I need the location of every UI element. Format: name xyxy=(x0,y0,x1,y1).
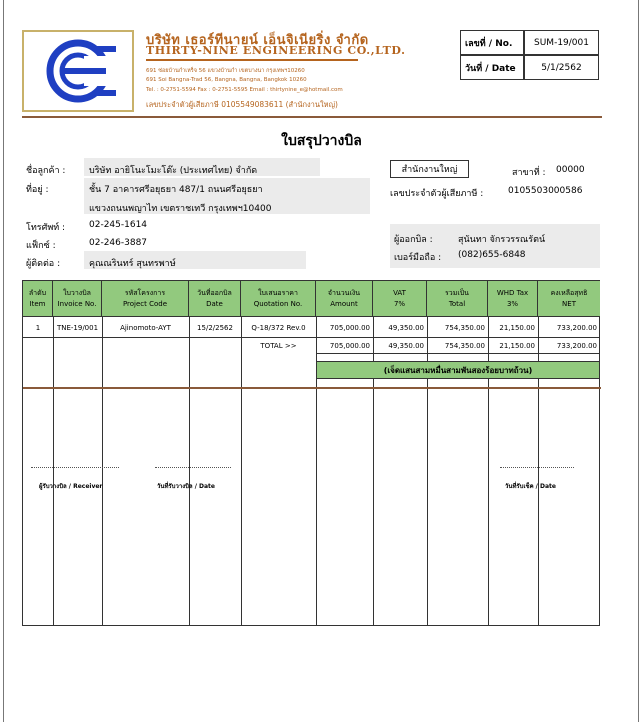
header-amount xyxy=(316,281,373,317)
row-line xyxy=(23,337,600,338)
head-office-box: สำนักงานใหญ่ xyxy=(390,160,469,178)
billing-table xyxy=(22,280,600,626)
customer-tel-value: 02-245-1614 xyxy=(89,220,148,230)
header-date xyxy=(189,281,241,317)
header-quotation xyxy=(241,281,316,317)
doc-no-value: SUM-19/001 xyxy=(524,30,599,55)
amount-in-words: (เจ็ดแสนสามหมื่นสามพันสองร้อยบาทถ้วน) xyxy=(316,361,600,379)
row-line xyxy=(316,353,600,354)
row1-total: 754,350.00 xyxy=(444,324,485,332)
header-total-th: รวมเป็น xyxy=(445,289,469,297)
customer-fax-label: แฟ็กซ์ : xyxy=(26,241,56,251)
issuer-label: ผู้ออกบิล : xyxy=(394,235,433,245)
row1-amount: 705,000.00 xyxy=(329,324,370,332)
receiver-label: ผู้รับวางบิล / Receiver xyxy=(39,483,103,490)
customer-address-line1: ชั้น 7 อาคารศรีอยุธยา 487/1 ถนนศรีอยุธยา xyxy=(89,185,263,195)
customer-tax-label: เลขประจำตัวผู้เสียภาษี : xyxy=(390,189,484,199)
row1-quotation: Q-18/372 Rev.0 xyxy=(251,324,306,332)
customer-name-label: ชื่อลูกค้า : xyxy=(26,166,66,176)
customer-address-label: ที่อยู่ : xyxy=(26,185,49,195)
company-tax-id: เลขประจำตัวผู้เสียภาษี 0105549083611 (สำนักงานใหญ่) xyxy=(146,100,338,109)
col-line xyxy=(53,317,54,625)
header-net-en: NET xyxy=(562,299,576,308)
company-logo xyxy=(22,30,134,112)
header-net-th: คงเหลือสุทธิ xyxy=(550,289,588,297)
customer-name-value: บริษัท อายิโนะโมะโต๊ะ (ประเทศไทย) จำกัด xyxy=(89,166,258,176)
header-date-en: Date xyxy=(206,299,223,308)
header-wht-th: WHD Tax xyxy=(496,289,529,297)
total-net: 733,200.00 xyxy=(556,342,597,350)
header-project xyxy=(102,281,189,317)
customer-tel-label: โทรศัพท์ : xyxy=(26,223,66,233)
issuer-value: สุนันทา จักรวรรณรัตน์ xyxy=(458,235,546,245)
header-project-th: รหัสโครงการ xyxy=(124,289,166,297)
customer-contact-label: ผู้ติดต่อ : xyxy=(26,259,61,269)
col-line xyxy=(189,317,190,625)
header-quotation-en: Quotation No. xyxy=(253,299,303,308)
header-amount-en: Amount xyxy=(330,299,358,308)
customer-address-line2: แขวงถนนพญาไท เขตราชเทวี กรุงเทพฯ10400 xyxy=(89,204,272,214)
customer-tax-value: 0105503000586 xyxy=(508,186,583,196)
header-divider xyxy=(22,116,602,118)
row1-project: Ajinomoto-AYT xyxy=(120,324,171,332)
header-total-en: Total xyxy=(448,299,466,308)
header-vat-en: 7% xyxy=(393,299,406,308)
total-wht: 21,150.00 xyxy=(499,342,535,350)
mobile-label: เบอร์มือถือ : xyxy=(394,253,442,263)
customer-fax-value: 02-246-3887 xyxy=(89,238,148,248)
branch-value: 00000 xyxy=(556,165,585,175)
row1-date: 15/2/2562 xyxy=(197,324,233,332)
check-date-line xyxy=(500,467,574,468)
company-address-en: 691 Soi Bangna-Trad 56, Bangna, Bangna, Bangkok 10260 xyxy=(146,77,307,83)
doc-no-label: เลขที่ / No. xyxy=(460,30,524,55)
header-invoice-th: ใบวางบิล xyxy=(63,289,91,297)
receive-date-label: วันที่รับวางบิล / Date xyxy=(157,483,215,490)
header-item xyxy=(23,281,53,317)
branch-label: สาขาที่ : xyxy=(512,168,546,178)
col-line xyxy=(102,317,103,625)
header-wht xyxy=(488,281,538,317)
header-quotation-th: ใบเสนอราคา xyxy=(258,289,298,297)
row1-invoice: TNE-19/001 xyxy=(56,324,99,332)
header-item-en: Item xyxy=(29,299,46,308)
col-line xyxy=(241,317,242,625)
header-total xyxy=(427,281,488,317)
customer-contact-value: คุณณรินทร์ สุนทรพาษ์ xyxy=(89,259,176,269)
header-amount-th: จำนวนเงิน xyxy=(327,289,361,297)
header-date-th: วันที่ออกบิล xyxy=(197,289,232,297)
header-item-th: ลำดับ xyxy=(28,289,47,297)
header-vat-th: VAT xyxy=(393,289,406,297)
company-name-th: บริษัท เธอร์ทีนายน์ เอ็นจิเนียริ่ง จำกัด xyxy=(146,33,369,48)
header-invoice xyxy=(53,281,102,317)
doc-date-value: 5/1/2562 xyxy=(524,55,599,80)
row1-wht: 21,150.00 xyxy=(499,324,535,332)
header-wht-en: 3% xyxy=(506,299,519,308)
total-amount: 705,000.00 xyxy=(329,342,370,350)
total-label: TOTAL >> xyxy=(260,342,297,350)
header-net xyxy=(538,281,600,317)
table-divider xyxy=(23,387,601,389)
total-vat: 49,350.00 xyxy=(388,342,424,350)
document-title: ใบสรุปวางบิล xyxy=(281,133,362,149)
check-date-label: วันที่รับเช็ค / Date xyxy=(505,483,556,490)
company-address-th: 691 ซ่อยบ้านกำเหร็จ 56 แขวงบ้านกำ เขตบางนา กรุงเทพฯ10260 xyxy=(146,68,305,74)
company-logo-icon xyxy=(24,32,132,110)
row1-item: 1 xyxy=(35,324,41,332)
company-contact: Tel. : 0-2751-5594 Fax : 0-2751-5595 Email : thirtynine_e@hotmail.com xyxy=(146,87,343,93)
receive-date-line xyxy=(155,467,231,468)
doc-date-label: วันที่ / Date xyxy=(460,55,524,80)
receiver-signature-line xyxy=(31,467,119,468)
mobile-value: (082)655-6848 xyxy=(458,250,526,260)
row1-vat: 49,350.00 xyxy=(388,324,424,332)
total-total: 754,350.00 xyxy=(444,342,485,350)
row1-net: 733,200.00 xyxy=(556,324,597,332)
header-vat xyxy=(373,281,427,317)
header-invoice-en: Invoice No. xyxy=(57,299,97,308)
company-name-en: THIRTY-NINE ENGINEERING CO.,LTD. xyxy=(146,44,406,57)
company-underline xyxy=(146,59,358,61)
header-project-en: Project Code xyxy=(122,299,168,308)
